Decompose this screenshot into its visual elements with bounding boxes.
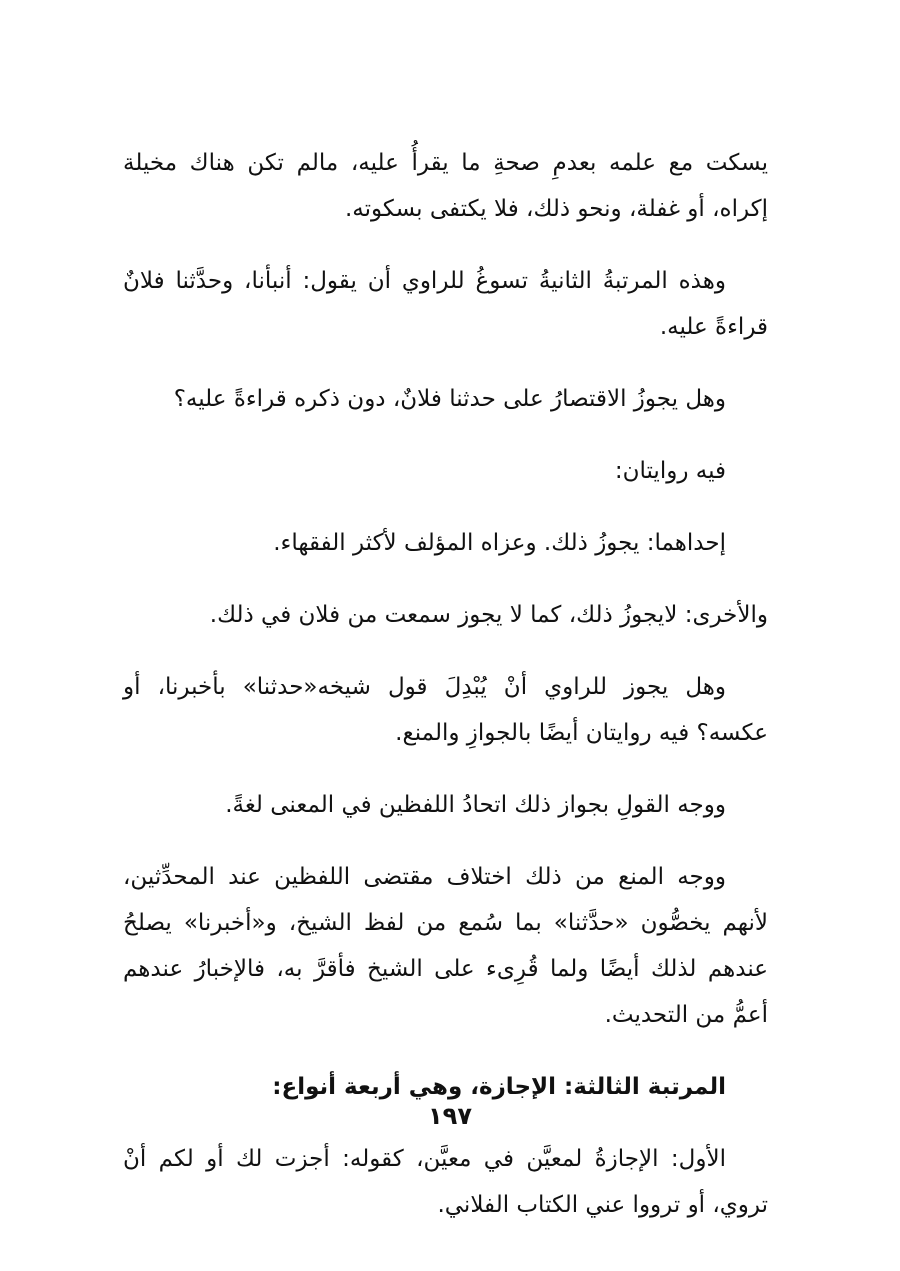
paragraph-first-type: الأول: الإجازةُ لمعيَّن في معيَّن، كقوله: أجزت لك أو لكم أنْ تروي، أو ترووا عني الكتاب الفلاني. — [123, 1146, 768, 1218]
page-number: ١٩٧ — [428, 1102, 472, 1130]
paragraph-two-narrations: فيه روايتان: — [614, 458, 726, 484]
paragraph-prohibition-reason: ووجه المنع من ذلك اختلاف مقتضى اللفظين عند المحدِّثين، لأنهم يخصُّون «حدَّثنا» بما سُمع من لفظ الشيخ، و«أخبرنا» يصلحُ عندهم لذلك أيضًا ولما قُرِىء على الشيخ فأقرَّ به، فالإخبارُ عندهم أعمُّ من التحديث. — [123, 864, 768, 1028]
paragraph-question-substitution: وهل يجوز للراوي أنْ يُبْدِلَ قول شيخه«حدثنا» بأخبرنا، أو عكسه؟ فيه روايتان أيضًا بالجوازِ والمنع. — [123, 674, 768, 746]
paragraph-permission-reason: ووجه القولِ بجواز ذلك اتحادُ اللفظين في المعنى لغةً. — [225, 792, 726, 818]
body-text — [123, 140, 768, 1254]
paragraph-second-narration: والأخرى: لايجوزُ ذلك، كما لا يجوز سمعت من فلان في ذلك. — [209, 602, 768, 628]
paragraph-continuation: يسكت مع علمه بعدمِ صحةِ ما يقرأُ عليه، مالم تكن هناك مخيلة إكراه، أو غفلة، ونحو ذلك، فلا يكتفى بسكوته. — [123, 150, 768, 222]
section-heading-third-rank: المرتبة الثالثة: الإجازة، وهي أربعة أنواع: — [272, 1074, 726, 1100]
paragraph-question-haddathana: وهل يجوزُ الاقتصارُ على حدثنا فلانٌ، دون ذكره قراءةً عليه؟ — [173, 386, 726, 412]
paragraph-first-narration: إحداهما: يجوزُ ذلك. وعزاه المؤلف لأكثر الفقهاء. — [273, 530, 726, 556]
paragraph-second-rank: وهذه المرتبةُ الثانيةُ تسوغُ للراوي أن يقول: أنبأنا، وحدَّثنا فلانٌ قراءةً عليه. — [123, 268, 768, 340]
